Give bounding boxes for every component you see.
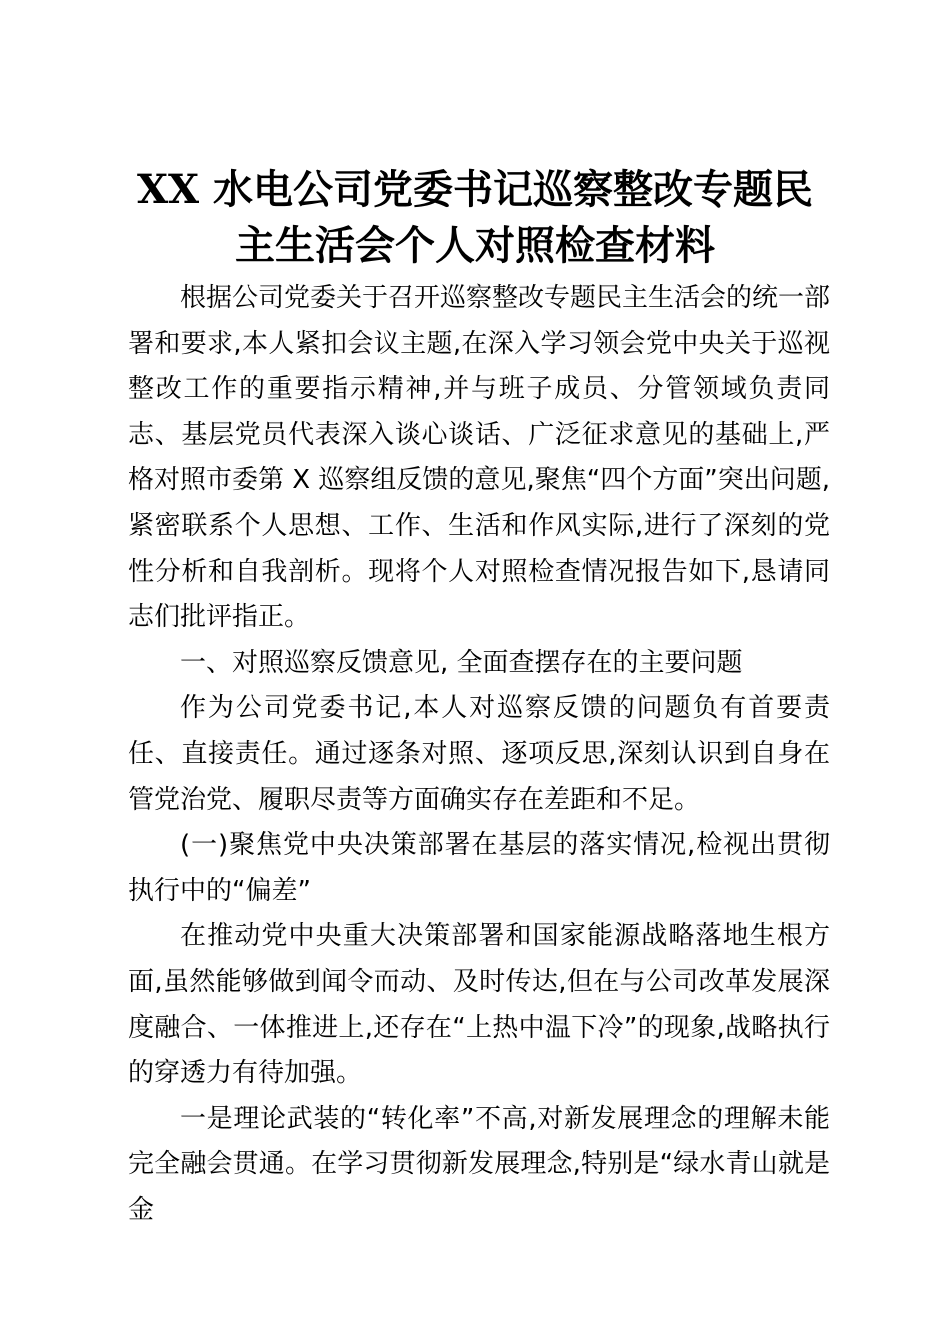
subsection-heading-1: (一)聚焦党中央决策部署在基层的落实情况,检视出贯彻执行中的“偏差” bbox=[128, 830, 830, 906]
paragraph-implementation: 在推动党中央重大决策部署和国家能源战略落地生根方面,虽然能够做到闻令而动、及时传达,但在与公司改革发展深度融合、一体推进上,还存在“上热中温下冷”的现象,战略执行的穿透力有待加强。 bbox=[128, 921, 830, 1089]
paragraph-intro: 根据公司党委关于召开巡察整改专题民主生活会的统一部署和要求,本人紧扣会议主题,在深入学习领会党中央关于巡视整改工作的重要指示精神,并与班子成员、分管领域负责同志、基层党员代表深入谈心谈话、广泛征求意见的基础上,严格对照市委第 X 巡察组反馈的意见,聚焦“四个方面”突出问题,紧密联系个人思想、工作、生活和作风实际,进行了深刻的党性分析和自我剖析。现将个人对照检查情况报告如下,恳请同志们批评指正。 bbox=[128, 283, 831, 633]
document-title bbox=[110, 162, 840, 274]
title-line-2: 主生活会个人对照检查材料 bbox=[235, 222, 715, 269]
title-line-1: XX 水电公司党委书记巡察整改专题民 bbox=[137, 166, 813, 213]
section-heading-1: 一、对照巡察反馈意见, 全面查摆存在的主要问题 bbox=[180, 647, 743, 678]
document-body bbox=[128, 276, 830, 1233]
paragraph-responsibility: 作为公司党委书记,本人对巡察反馈的问题负有首要责任、直接责任。通过逐条对照、逐项反思,深刻认识到自身在管党治党、履职尽责等方面确实存在差距和不足。 bbox=[128, 693, 830, 815]
paragraph-point-1: 一是理论武装的“转化率”不高,对新发展理念的理解未能完全融会贯通。在学习贯彻新发展理念,特别是“绿水青山就是金 bbox=[128, 1103, 830, 1225]
